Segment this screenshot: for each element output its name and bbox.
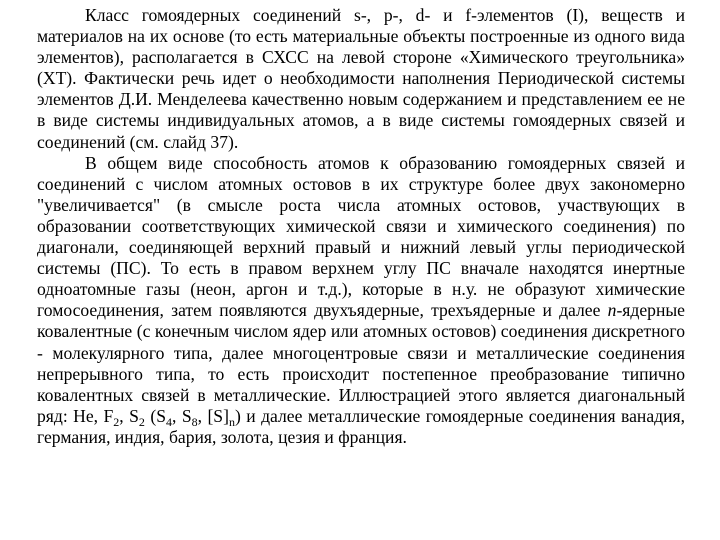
formula-s2-prefix: , S bbox=[119, 405, 139, 426]
n-symbol: n bbox=[607, 300, 617, 321]
paragraph-2-part-1: В общем виде способность атомов к образованию гомоядерных связей и соединений с числом атомных остовов в их структуре более двух закономерно "увеличивается" (в смысле роста числа атомных остовов, участвующих в образовании соответствующих химической связи и химического соединения) по диагонали, соединяющей верхний правый и нижний левый углы периодической системы (ПС). То есть в правом верхнем углу ПС вначале находятся инертные одноатомные газы (неон, аргон и т.д.), которые в н.у. не образуют химические гомосоединения, затем появляются двухъядерные, трехъядерные и далее bbox=[37, 152, 685, 321]
formula-sn-prefix: , [S] bbox=[197, 405, 229, 426]
subscript-f2: 2 bbox=[113, 414, 120, 429]
subscript-s4: 4 bbox=[166, 414, 172, 429]
text-body bbox=[37, 5, 685, 448]
subscript-s8: 8 bbox=[191, 414, 198, 429]
paragraph-1 bbox=[37, 5, 685, 153]
paragraph-2 bbox=[37, 153, 685, 448]
paragraph-2-part-3: ) и далее металлические гомоядерные соединения ванадия, германия, индия, бария, золота, цезия и франция. bbox=[37, 405, 685, 447]
subscript-s2: 2 bbox=[138, 414, 145, 429]
paragraph-1-text: Класс гомоядерных соединений s-, p-, d- и f-элементов (I), веществ и материалов на их основе (то есть материальные объекты построенные из одного вида элементов), располагается в СХСС на левой стороне «Химического треугольника» (ХТ). Фактически речь идет о необходимости наполнения Периодической системы элементов Д.И. Менделеева качественно новым содержанием и представлением ее не в виде системы индивидуальных атомов, а в виде системы гомоядерных связей и соединений (см. слайд 37). bbox=[37, 5, 685, 152]
formula-s4-prefix: (S bbox=[144, 405, 166, 426]
paragraph-2-part-2: -ядерные ковалентные (с конечным числом ядер или атомных остовов) соединения дискретного - молекулярного типа, далее многоцентровые связи и металлические соединения непрерывного типа, то есть происходит постепенное преобразование типично ковалентных связей в металлические. Иллюстрацией этого является диагональный ряд: He, F bbox=[37, 300, 685, 426]
formula-s8-prefix: , S bbox=[172, 405, 192, 426]
subscript-n: n bbox=[228, 414, 235, 429]
